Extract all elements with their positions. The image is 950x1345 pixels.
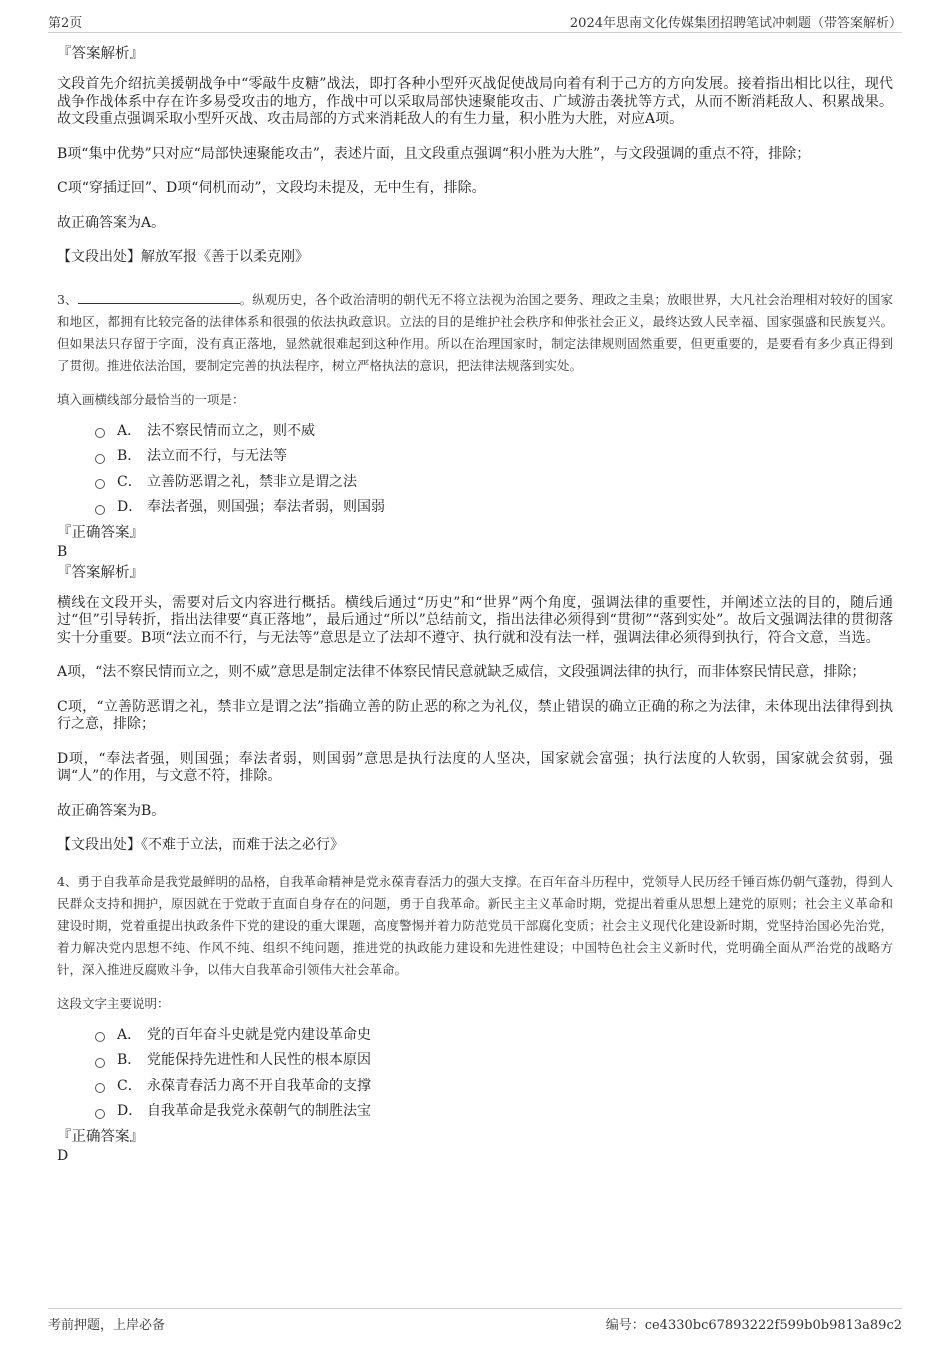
q4-answer: D: [57, 1147, 69, 1164]
document-title: 2024年思南文化传媒集团招聘笔试冲刺题（带答案解析）: [569, 16, 902, 31]
page-number: 第2页: [48, 16, 83, 31]
q3-blank: [78, 291, 240, 304]
radio-icon[interactable]: [95, 505, 105, 515]
page-header: [48, 10, 902, 33]
q3-number: 3、: [57, 291, 78, 307]
q3-analysis-p1: 横线在文段开头，需要对后文内容进行概括。横线后通过“历史”和“世界”两个角度，强调法律的重要性，并阐述立法的目的，随后通过“但”引导转折，指出法律要“真正落地”，最后通过“所以”总结前文，指出法律必须得到“贯彻”“落到实处”。故后文强调法律的贯彻落实十分重要。B项“法立而不行，与无法等”意思是立了法却不遵守、执行就和没有法一样，强调法律必须得到执行，符合文意，当选。: [57, 594, 893, 646]
q2-source: 【文段出处】解放军报《善于以柔克刚》: [57, 249, 309, 265]
q3-text: 。纵观历史，各个政治清明的朝代无不将立法视为治国之要务、理政之圭臬；放眼世界，大凡社会治理相对较好的国家和地区，都拥有比较完备的法律体系和很强的依法执政意识。立法的目的是维护社会秩序和伸张社会正义，最终达致人民幸福、国家强盛和民族复兴。但如果法只存留于字面，没有真正落地，显然就很难起到这种作用。所以在治理国家时，制定法律规则固然重要，但更重要的，是要看有多少真正得到了贯彻。推进依法治国，要制定完善的执法程序，树立严格执法的意识，把法律法规落到实处。: [57, 291, 893, 373]
footer-slogan: 考前押题，上岸必备: [48, 1318, 166, 1333]
q4-prompt: 这段文字主要说明：: [57, 995, 170, 1011]
q2-analysis-p1: 文段首先介绍抗美援朝战争中“零敲牛皮糖”战法，即打各种小型歼灭战促使战局向着有利于己方的方向发展。接着指出相比以往，现代战争作战体系中存在许多易受攻击的地方，作战中可以采取局部快速聚能攻击、广域游击袭扰等方式，从而不断消耗敌人、积累战果。故文段重点强调采取小型歼灭战、攻击局部的方式来消耗敌人的有生力量，积小胜为大胜，对应A项。: [57, 76, 893, 127]
q3-answer: B: [57, 543, 68, 560]
radio-icon[interactable]: [95, 1032, 105, 1042]
q3-analysis-p3: C项，“立善防恶谓之礼，禁非立是谓之法”指确立善的防止恶的称之为礼仪，禁止错误的确立正确的称之为法律，未体现出法律得到执行之意，排除；: [57, 698, 893, 732]
q3-option-b[interactable]: B． 法立而不行，与无法等: [95, 444, 893, 470]
radio-icon[interactable]: [95, 1058, 105, 1068]
q2-analysis-p2: B项“集中优势”只对应“局部快速聚能攻击”，表述片面，且文段重点强调“积小胜为大胜”，与文段强调的重点不符，排除；: [57, 145, 811, 162]
q4-option-d[interactable]: D． 自我革命是我党永葆朝气的制胜法宝: [95, 1099, 893, 1125]
q3-prompt: 填入画横线部分最恰当的一项是：: [57, 391, 245, 407]
q3-analysis-p5: 故正确答案为B。: [57, 802, 166, 819]
q3-analysis-p2: A项，“法不察民情而立之，则不威”意思是制定法律不体察民情民意就缺乏威信，文段强调法律的执行，而非体察民情民意，排除；: [57, 664, 866, 680]
radio-icon[interactable]: [95, 428, 105, 438]
q3-analysis-label: 『答案解析』: [57, 564, 144, 581]
q4-options: [95, 1023, 893, 1125]
q3-stem: [57, 289, 893, 377]
radio-icon[interactable]: [95, 1083, 105, 1093]
q3-option-a[interactable]: A． 法不察民情而立之，则不威: [95, 419, 893, 445]
q3-options: [95, 419, 893, 521]
q3-option-d[interactable]: D． 奉法者强，则国强；奉法者弱，则国弱: [95, 495, 893, 521]
q3-analysis-p4: D项，“奉法者强，则国强；奉法者弱，则国弱”意思是执行法度的人坚决，国家就会富强；执行法度的人软弱，国家就会贫弱，强调“人”的作用，与文意不符，排除。: [57, 750, 893, 784]
radio-icon[interactable]: [95, 1109, 105, 1119]
q2-analysis-p3: C项“穿插迂回”、D项“伺机而动”，文段均未提及，无中生有，排除。: [57, 180, 486, 196]
radio-icon[interactable]: [95, 479, 105, 489]
document-content: [57, 44, 893, 1165]
q4-option-c[interactable]: C． 永葆青春活力离不开自我革命的支撑: [95, 1074, 893, 1100]
q4-stem: 4、勇于自我革命是我党最鲜明的品格，自我革命精神是党永葆青春活力的强大支撑。在百年奋斗历程中，党领导人民历经千锤百炼仍朝气蓬勃，得到人民群众支持和拥护，原因就在于党敢于直面自身存在的问题，勇于自我革命。新民主主义革命时期，党提出着重从思想上建党的原则；社会主义革命和建设时期，党着重提出执政条件下党的建设的重大课题，高度警惕并着力防范党员干部腐化变质；社会主义现代化建设新时期，党坚持治国必先治党，着力解决党内思想不纯、作风不纯、组织不纯问题，推进党的执政能力建设和先进性建设；中国特色社会主义新时代，党明确全面从严治党的战略方针，深入推进反腐败斗争，以伟大自我革命引领伟大社会革命。: [57, 873, 893, 977]
q3-option-c[interactable]: C． 立善防恶谓之礼，禁非立是谓之法: [95, 470, 893, 496]
radio-icon[interactable]: [95, 454, 105, 464]
page-footer: [48, 1308, 902, 1333]
q4-option-a[interactable]: A． 党的百年奋斗史就是党内建设革命史: [95, 1023, 893, 1049]
q2-analysis-label: 『答案解析』: [57, 46, 144, 62]
q4-option-b[interactable]: B． 党能保持先进性和人民性的根本原因: [95, 1048, 893, 1074]
document-code: 编号：ce4330bc67893222f599b0b9813a89c2: [605, 1318, 902, 1333]
q2-analysis-p4: 故正确答案为A。: [57, 214, 166, 231]
q3-answer-label: 『正确答案』: [57, 524, 144, 541]
q4-answer-label: 『正确答案』: [57, 1128, 144, 1145]
q3-source: 【文段出处】《不难于立法，而难于法之必行》: [57, 837, 344, 853]
